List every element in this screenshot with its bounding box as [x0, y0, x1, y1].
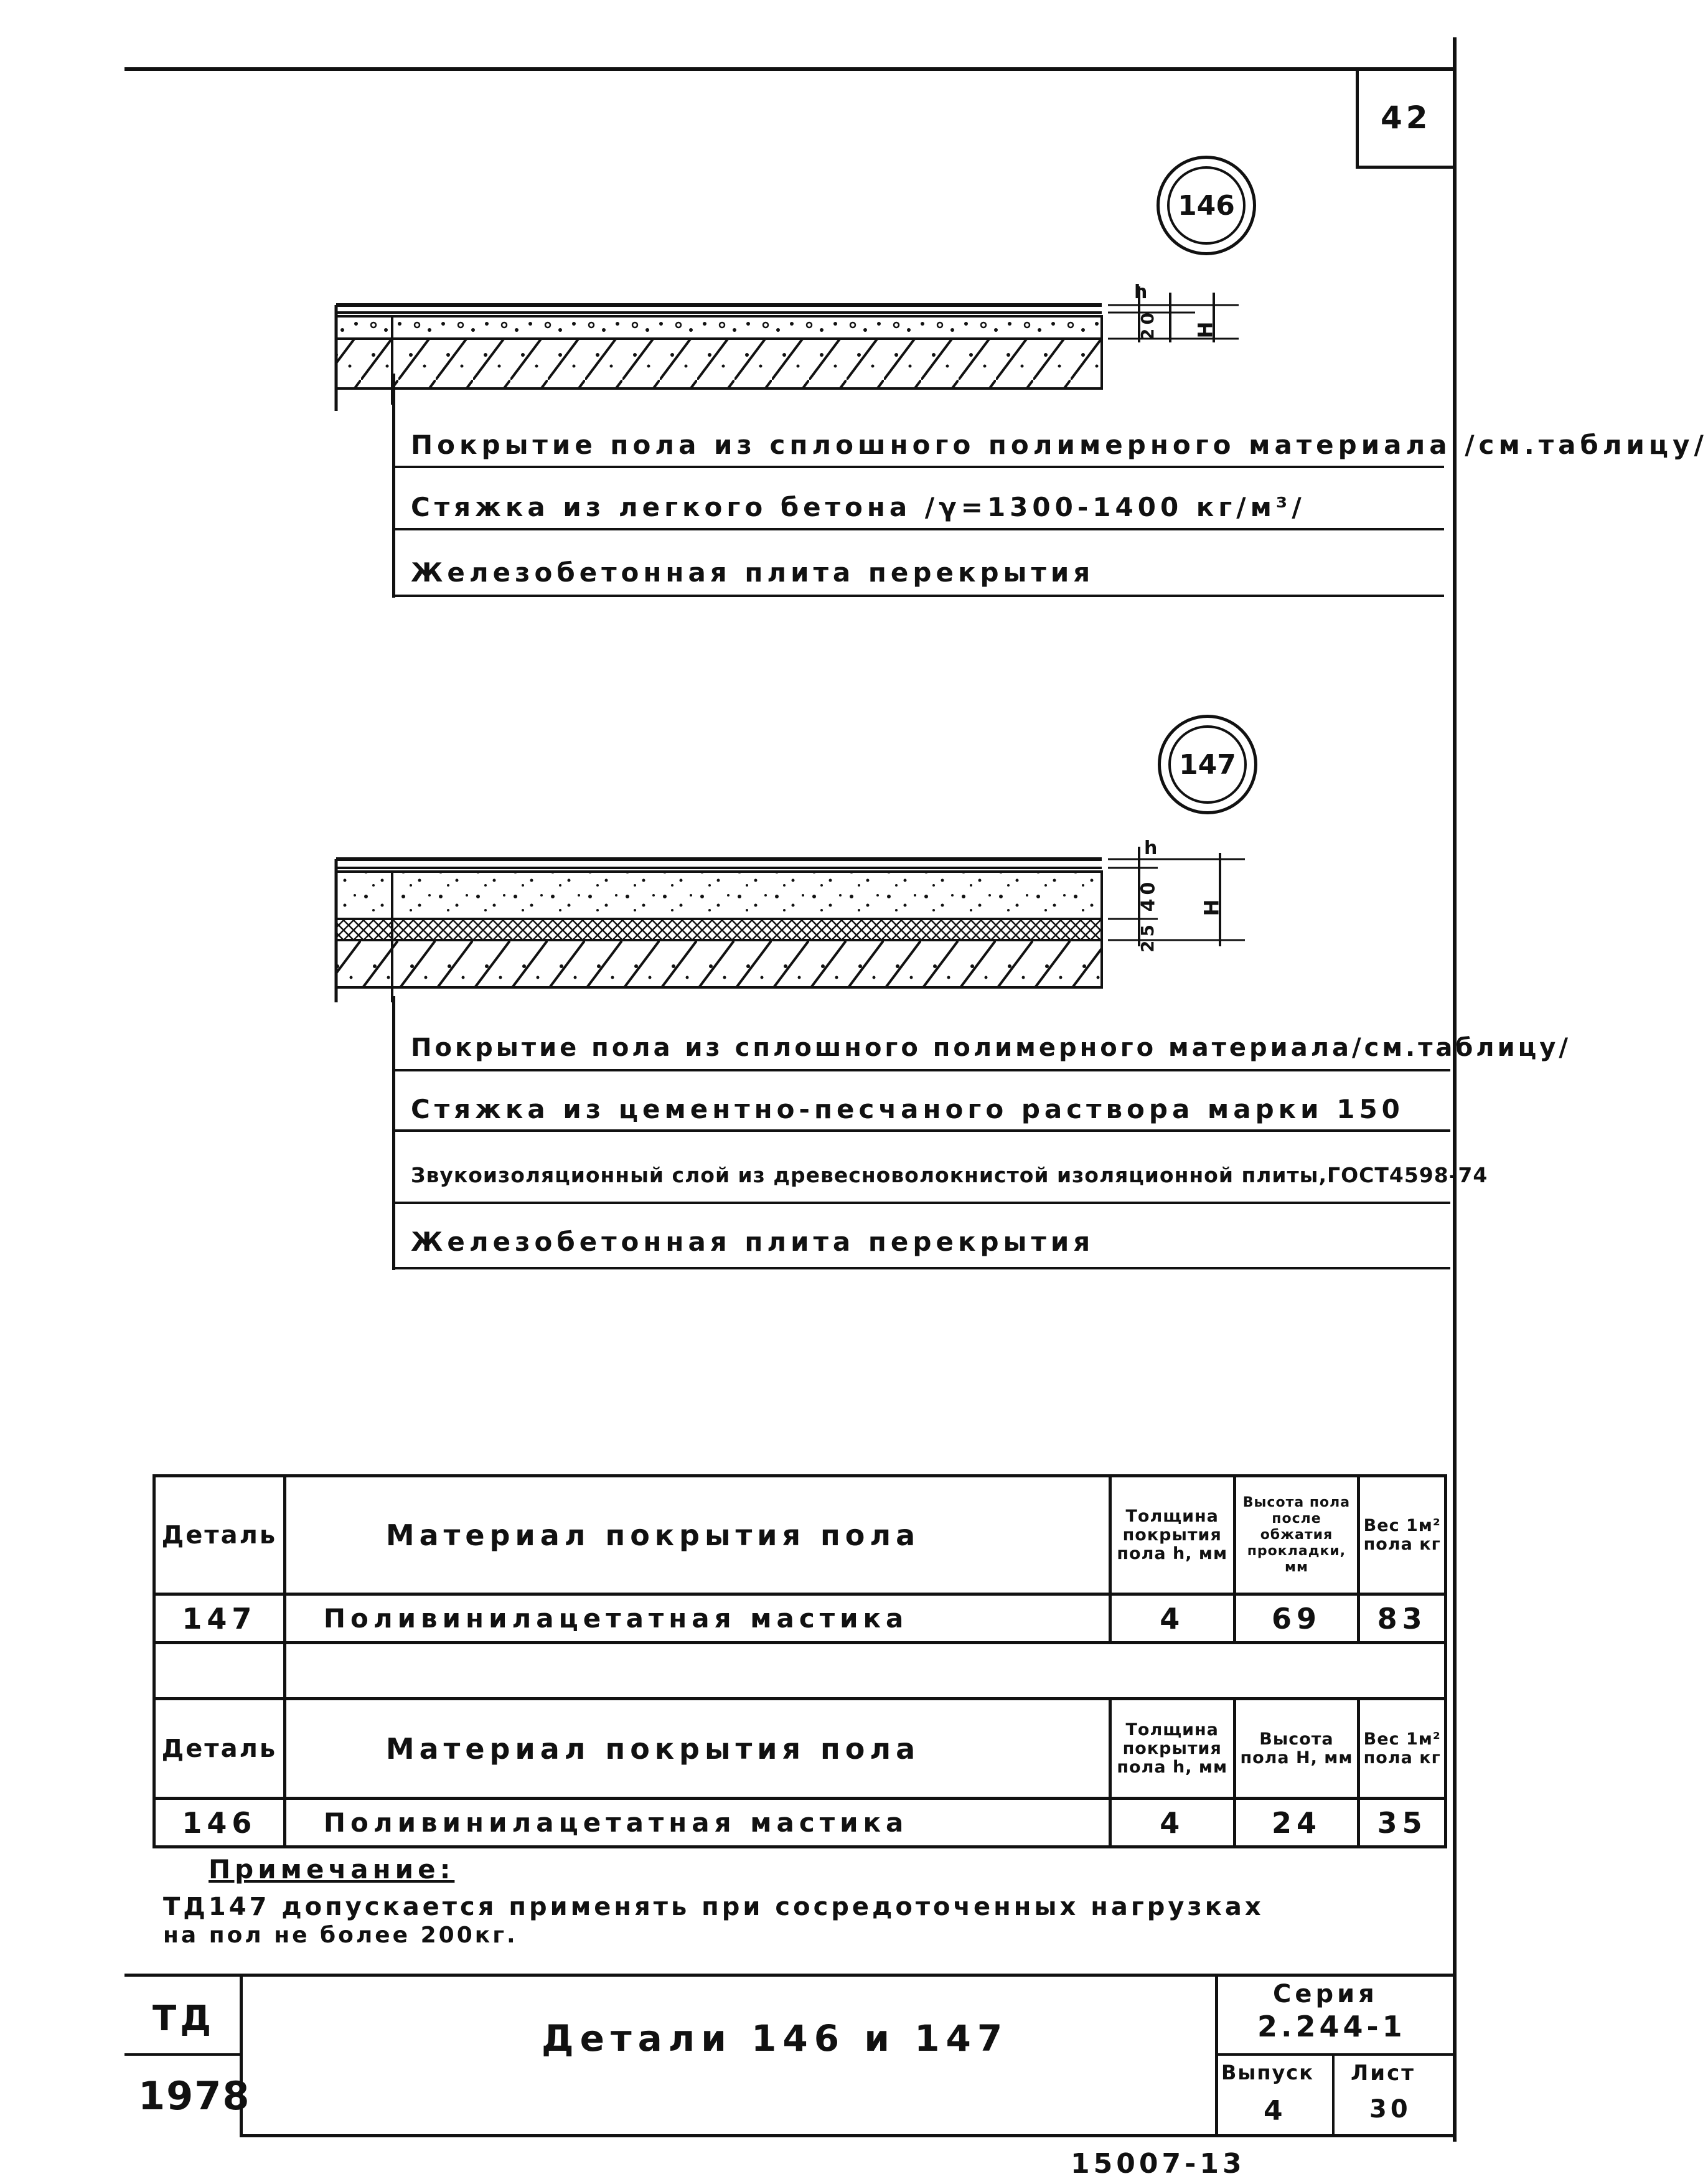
- row-147-material: Поливинилацетатная мастика: [284, 1594, 1110, 1643]
- detail-147-leader: [392, 996, 395, 1270]
- title-block-bottom-line: [240, 2134, 1457, 2137]
- detail-146-section: [324, 280, 1257, 417]
- detail-147-marker: [1158, 715, 1257, 814]
- col-height-header-2: Высота пола H, мм: [1234, 1699, 1359, 1799]
- title-block-mid-line-right: [1215, 2053, 1457, 2056]
- table-header-row-2: [154, 1699, 1446, 1799]
- row-146-thickness: 4: [1110, 1799, 1234, 1847]
- col-weight-header: Вес 1м² пола кг: [1359, 1476, 1446, 1594]
- col-material-header: Материал покрытия пола: [284, 1476, 1110, 1594]
- title-block-mid-line-left: [124, 2053, 240, 2056]
- issue-value: 4: [1264, 2095, 1287, 2127]
- detail-147-layer-2: Стяжка из цементно-песчаного раствора марки 150: [411, 1094, 1404, 1124]
- row-146-height: 24: [1234, 1799, 1359, 1847]
- sheet-value: 30: [1369, 2095, 1412, 2124]
- table-spacer-row: [154, 1643, 1446, 1699]
- year-label: 1978: [138, 2073, 251, 2119]
- detail-146-line2: [392, 528, 1444, 530]
- detail-147-section: [324, 840, 1257, 1009]
- detail-146-dim-20: 20: [1137, 309, 1158, 341]
- top-border: [124, 67, 1457, 71]
- col-detail-header-2: Деталь: [154, 1699, 285, 1799]
- detail-147-layer-1: Покрытие пола из сплошного полимерного материала/см.таблицу/: [411, 1033, 1571, 1062]
- table-row: [154, 1594, 1446, 1643]
- detail-146-dim-h: h: [1134, 281, 1152, 303]
- td-label: ТД: [152, 1998, 215, 2039]
- row-146-detail: 146: [154, 1799, 285, 1847]
- col-thickness-header: Толщина покрытия пола h, мм: [1110, 1476, 1234, 1594]
- detail-146-line3: [392, 595, 1444, 597]
- title-block-top-line: [124, 1974, 1457, 1977]
- detail-146-number: 146: [1178, 189, 1235, 222]
- bottom-stamp: 15007-13: [1071, 2148, 1246, 2180]
- col-thickness-header-2: Толщина покрытия пола h, мм: [1110, 1699, 1234, 1799]
- detail-147-line2: [392, 1129, 1450, 1132]
- col-detail-header: Деталь: [154, 1476, 285, 1594]
- issue-sheet-divider: [1332, 2053, 1335, 2135]
- detail-147-layer-3: Звукоизоляционный слой из древесноволокнистой изоляционной плиты,ГОСТ4598-74: [411, 1163, 1488, 1187]
- detail-147-dim-40: 40: [1137, 878, 1160, 912]
- detail-147-layer-4: Железобетонная плита перекрытия: [411, 1226, 1095, 1257]
- coverings-table: [152, 1474, 1447, 1848]
- note-line-1: ТД147 допускается применять при сосредоточенных нагрузках: [163, 1893, 1264, 1921]
- detail-147-line4: [392, 1267, 1450, 1269]
- detail-147-dim-H: H: [1199, 895, 1224, 916]
- detail-146-marker: [1157, 156, 1256, 255]
- note-line-2: на пол не более 200кг.: [163, 1923, 518, 1948]
- detail-147-number: 147: [1179, 748, 1236, 781]
- page-number: 42: [1381, 100, 1432, 136]
- col-material-header-2: Материал покрытия пола: [284, 1699, 1110, 1799]
- sheet-title: Детали 146 и 147: [542, 2017, 1009, 2059]
- detail-147-line3: [392, 1202, 1450, 1204]
- right-border: [1453, 37, 1457, 2142]
- table-row: [154, 1799, 1446, 1847]
- detail-146-line1: [392, 466, 1444, 468]
- detail-147-dim-h: h: [1144, 837, 1161, 859]
- detail-146-leader: [392, 374, 395, 598]
- series-value: 2.244-1: [1257, 2010, 1406, 2043]
- detail-146-layer-2: Стяжка из легкого бетона /γ=1300-1400 кг/м³/: [411, 492, 1306, 522]
- issue-label: Выпуск: [1221, 2061, 1314, 2084]
- note-title: Примечание:: [209, 1854, 455, 1885]
- table-header-row-1: [154, 1476, 1446, 1594]
- row-147-detail: 147: [154, 1594, 285, 1643]
- series-label: Серия: [1273, 1980, 1378, 2008]
- row-146-material: Поливинилацетатная мастика: [284, 1799, 1110, 1847]
- row-147-weight: 83: [1359, 1594, 1446, 1643]
- row-147-height: 69: [1234, 1594, 1359, 1643]
- detail-146-layer-1: Покрытие пола из сплошного полимерного материала /см.таблицу/: [411, 430, 1708, 460]
- row-147-thickness: 4: [1110, 1594, 1234, 1643]
- detail-146-layer-3: Железобетонная плита перекрытия: [411, 557, 1095, 588]
- detail-147-dim-25: 25: [1137, 921, 1158, 953]
- col-height-header: Высота пола после обжатия прокладки, мм: [1234, 1476, 1359, 1594]
- row-146-weight: 35: [1359, 1799, 1446, 1847]
- detail-146-dim-H: H: [1193, 318, 1218, 339]
- col-weight-header-2: Вес 1м² пола кг: [1359, 1699, 1446, 1799]
- sheet-label: Лист: [1351, 2061, 1415, 2086]
- detail-147-line1: [392, 1069, 1450, 1071]
